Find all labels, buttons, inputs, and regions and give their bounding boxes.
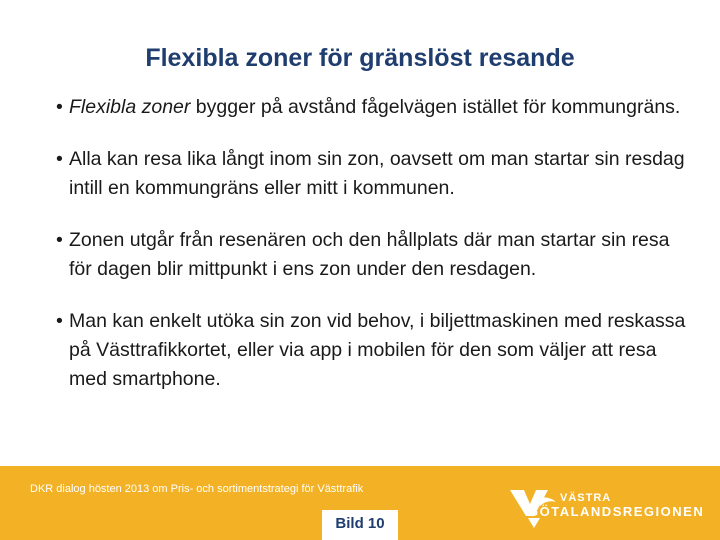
logo-text-line2: GÖTALANDSREGIONEN bbox=[528, 504, 705, 519]
footer-caption: DKR dialog hösten 2013 om Pris- och sortimentstrategi för Västtrafik bbox=[30, 483, 364, 495]
bullet-item-zone-definition bbox=[56, 93, 686, 122]
bullet-text: bygger på avstånd fågelvägen istället för kommungräns. bbox=[190, 96, 681, 118]
vastra-gotalandsregionen-logo bbox=[508, 484, 720, 532]
slide-title: Flexibla zoner för gränslöst resande bbox=[145, 44, 575, 72]
bullet-text: Alla kan resa lika långt inom sin zon, oavsett om man startar sin resdag intill en kommungräns eller mitt i kommunen. bbox=[69, 148, 685, 199]
page-number: Bild 10 bbox=[335, 515, 385, 532]
bullet-item-equal-distance bbox=[56, 145, 686, 203]
bullet-italic-lead: Flexibla zoner bbox=[69, 96, 191, 118]
bullet-text: Man kan enkelt utöka sin zon vid behov, i biljettmaskinen med reskassa på Västtrafikkortet, eller via app i mobilen för den som väljer att resa med smartphone. bbox=[69, 310, 686, 390]
bullet-text: Zonen utgår från resenären och den hållplats där man startar sin resa för dagen blir mittpunkt i ens zon under den resdagen. bbox=[69, 229, 670, 280]
bullet-item-zone-center bbox=[56, 226, 686, 284]
bullet-list bbox=[56, 93, 686, 417]
bullet-item-extend-zone bbox=[56, 307, 686, 394]
logo-text-line1: VÄSTRA bbox=[560, 492, 612, 504]
